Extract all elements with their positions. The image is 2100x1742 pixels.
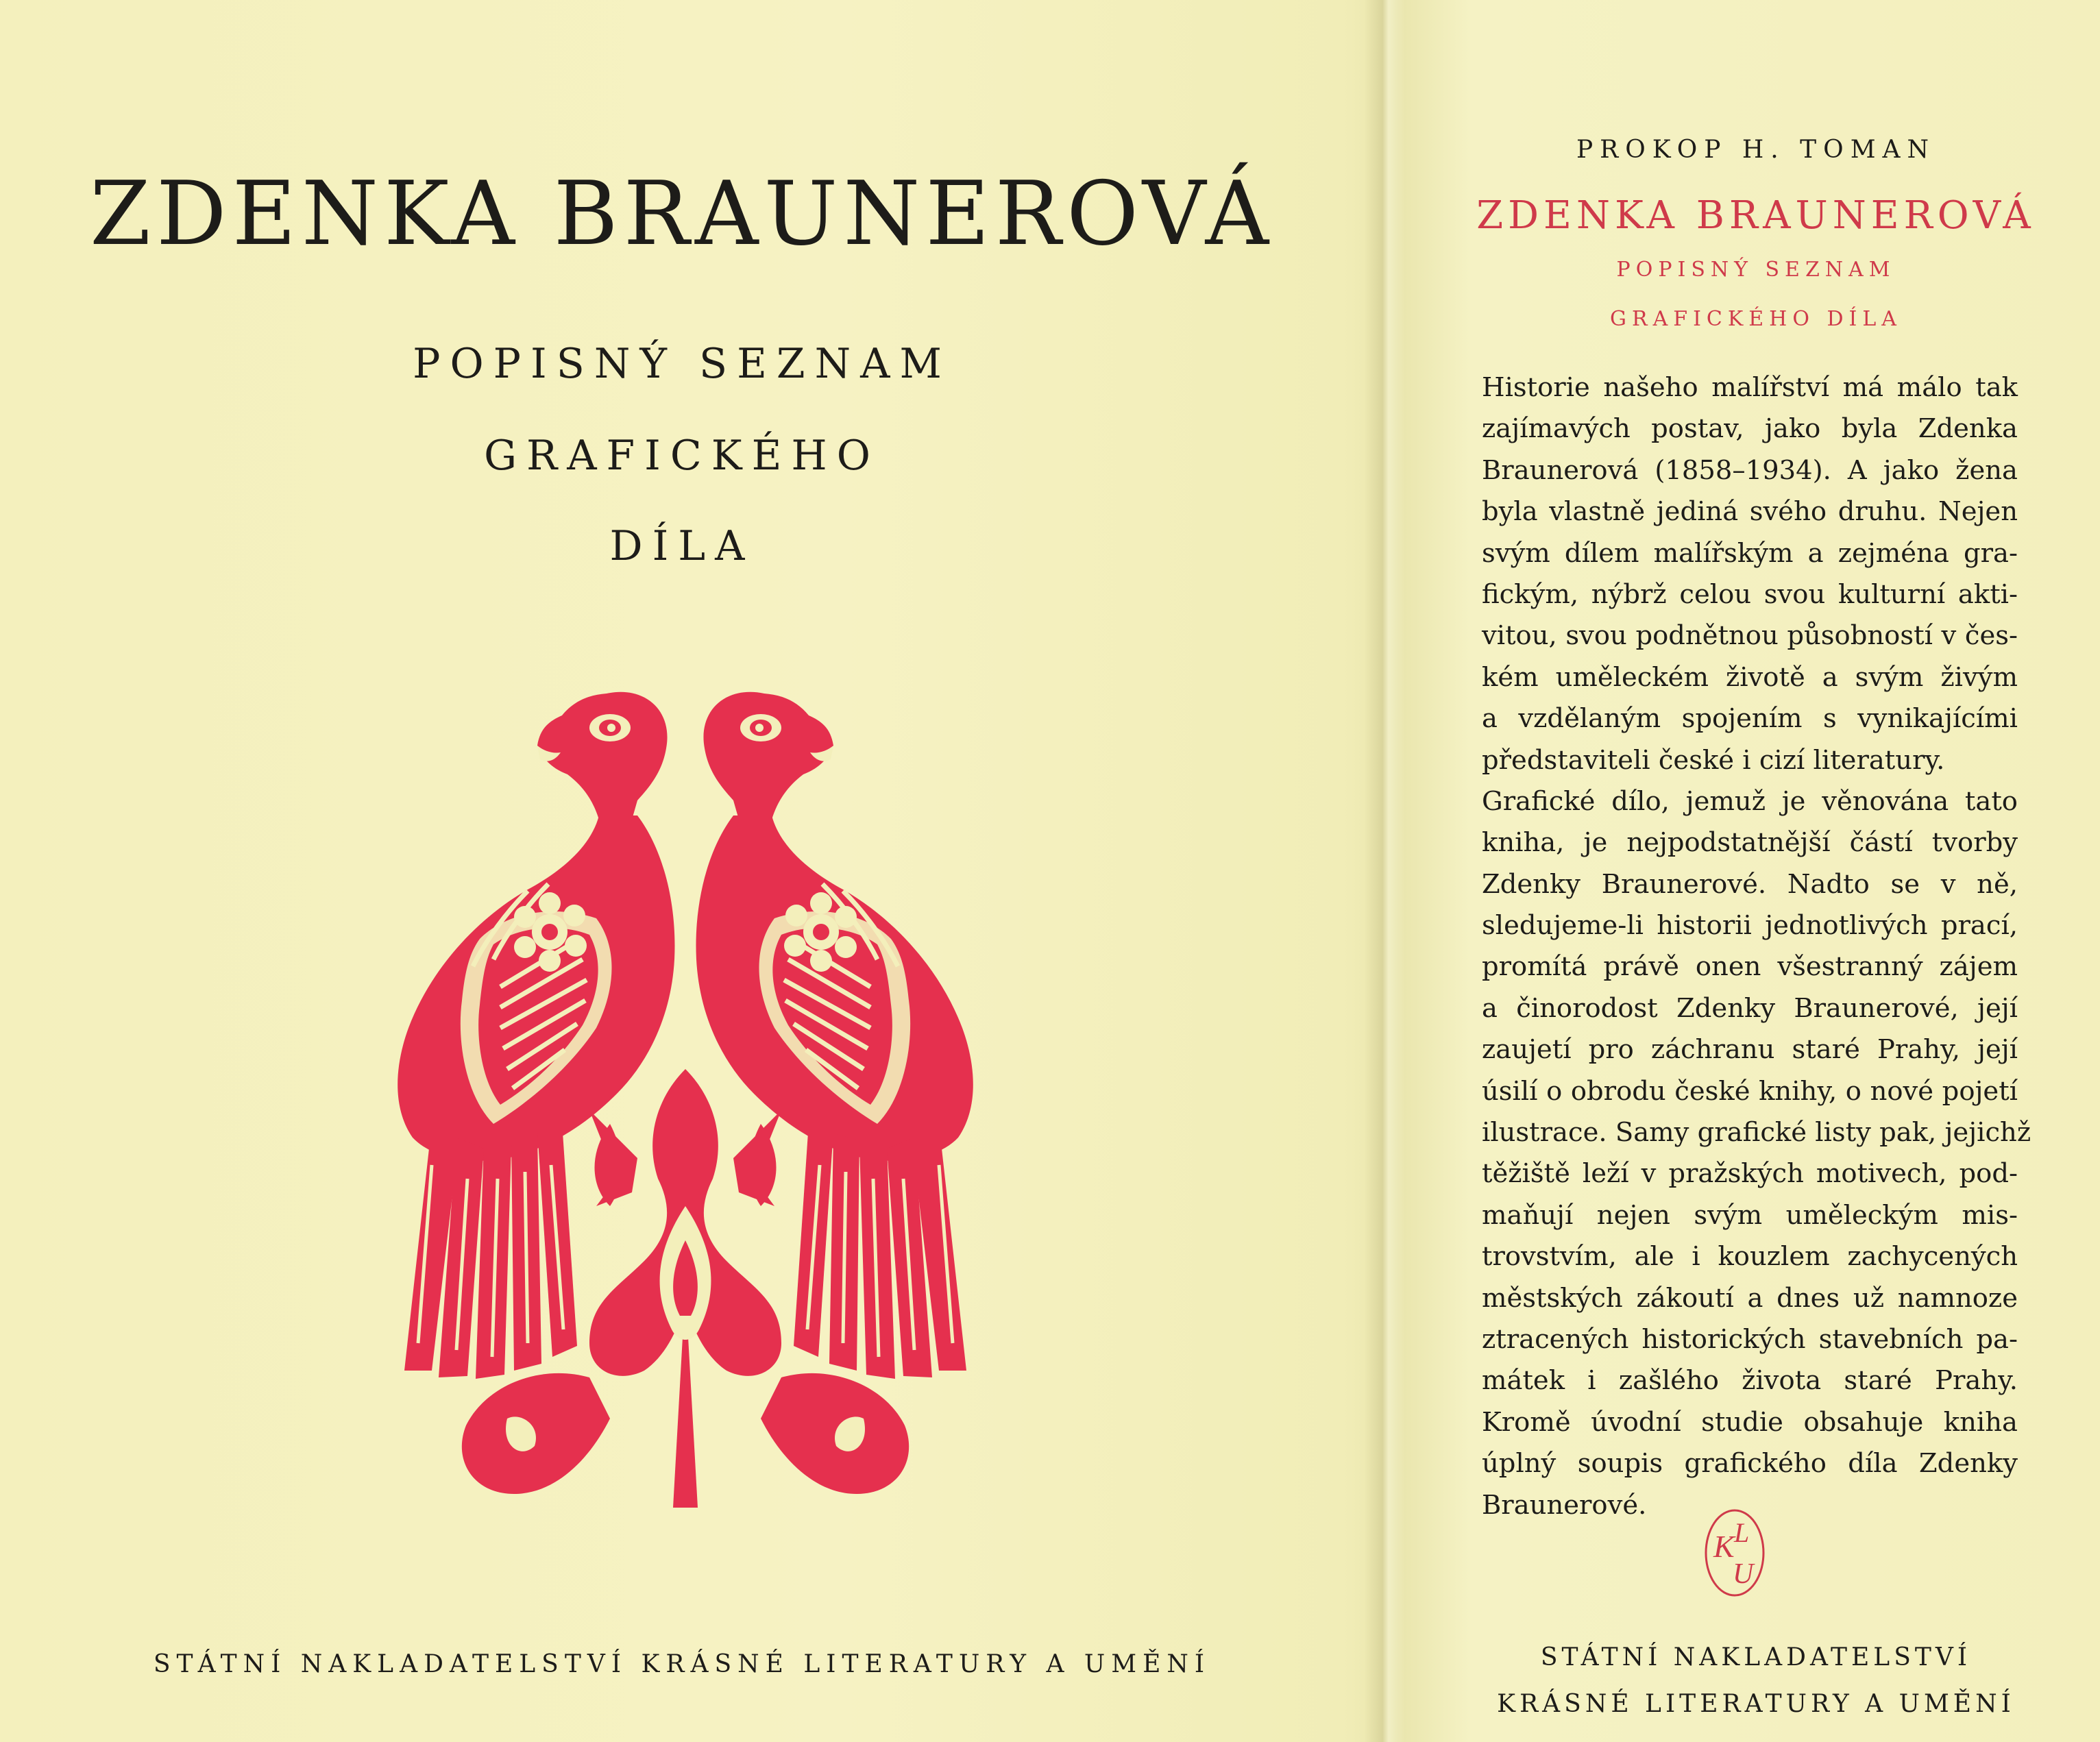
svg-text:U: U (1733, 1558, 1754, 1590)
blurb-line: kém uměleckém životě a svým živým (1482, 661, 2018, 693)
blurb-line: Braunerová (1858–1934). A jako žena (1482, 454, 2018, 486)
front-publisher: STÁTNÍ NAKLADATELSTVÍ KRÁSNÉ LITERATURY A UMĚNÍ (153, 1650, 1211, 1678)
blurb-line: sledujeme-li historii jednotlivých prací, (1482, 910, 2018, 942)
blurb-line: fickým, nýbrž celou svou kulturní akti- (1482, 578, 2018, 610)
blurb-line: Grafické dílo, jemuž je věnována tato (1482, 785, 2018, 817)
klu-monogram-icon (1702, 1506, 1767, 1599)
front-subtitle-line-1: POPISNÝ SEZNAM (413, 340, 951, 388)
blurb-line: svým dílem malířským a zejména gra- (1482, 537, 2018, 569)
front-subtitle-line-3: DÍLA (609, 522, 755, 570)
twin-birds-woodcut (384, 685, 987, 1514)
spine-fold (1364, 0, 1405, 1742)
blurb-line: úsilí o obrodu české knihy, o nové pojetí (1482, 1075, 2018, 1107)
blurb-line: Kromě úvodní studie obsahuje kniha (1482, 1406, 2018, 1438)
flap-blurb (1482, 367, 2031, 1526)
svg-text:L: L (1734, 1517, 1750, 1548)
blurb-line: Braunerové. (1482, 1489, 1647, 1521)
flap-publisher-line-1: STÁTNÍ NAKLADATELSTVÍ (1540, 1643, 1972, 1671)
blurb-line: trovstvím, ale i kouzlem zachycených (1482, 1241, 2018, 1273)
blurb-line: představiteli české i cizí literatury. (1482, 744, 1945, 776)
flap-author: PROKOP H. TOMAN (1576, 136, 1936, 164)
front-subtitle-line-2: GRAFICKÉHO (484, 432, 880, 480)
blurb-line: Historie našeho malířství má málo tak (1482, 372, 2018, 403)
blurb-line: Zdenky Braunerové. Nadto se v ně, (1482, 868, 2018, 900)
flap-title: ZDENKA BRAUNEROVÁ (1476, 193, 2036, 238)
blurb-line: úplný soupis grafického díla Zdenky (1482, 1448, 2018, 1480)
blurb-line: mátek i zašlého života staré Prahy. (1482, 1365, 2018, 1397)
flap-subtitle-line-1: POPISNÝ SEZNAM (1616, 258, 1896, 282)
blurb-line: ilustrace. Samy grafické listy pak, jejichž (1482, 1117, 2031, 1149)
flap-subtitle-line-2: GRAFICKÉHO DÍLA (1610, 307, 1902, 331)
blurb-line: těžiště leží v pražských motivech, pod- (1482, 1158, 2018, 1190)
flap-publisher-line-2: KRÁSNÉ LITERATURY A UMĚNÍ (1497, 1690, 2015, 1718)
blurb-line: zaujetí pro záchranu staré Prahy, její (1482, 1034, 2018, 1066)
svg-text:K: K (1713, 1529, 1735, 1564)
blurb-line: promítá právě onen všestranný zájem (1482, 951, 2018, 983)
blurb-line: městských zákoutí a dnes už namnoze (1482, 1282, 2018, 1314)
blurb-line: vitou, svou podnětnou působností v čes- (1482, 620, 2018, 652)
front-title: ZDENKA BRAUNEROVÁ (90, 163, 1274, 265)
blurb-line: maňují nejen svým uměleckým mis- (1482, 1199, 2018, 1231)
blurb-line: a činorodost Zdenky Braunerové, její (1482, 992, 2018, 1024)
blurb-line: a vzdělaným spojením s vynikajícími (1482, 703, 2018, 735)
blurb-line: ztracených historických stavebních pa- (1482, 1323, 2018, 1355)
blurb-line: kniha, je nejpodstatnější částí tvorby (1482, 827, 2018, 859)
blurb-line: byla vlastně jediná svého druhu. Nejen (1482, 496, 2018, 528)
blurb-line: zajímavých postav, jako byla Zdenka (1482, 413, 2018, 445)
